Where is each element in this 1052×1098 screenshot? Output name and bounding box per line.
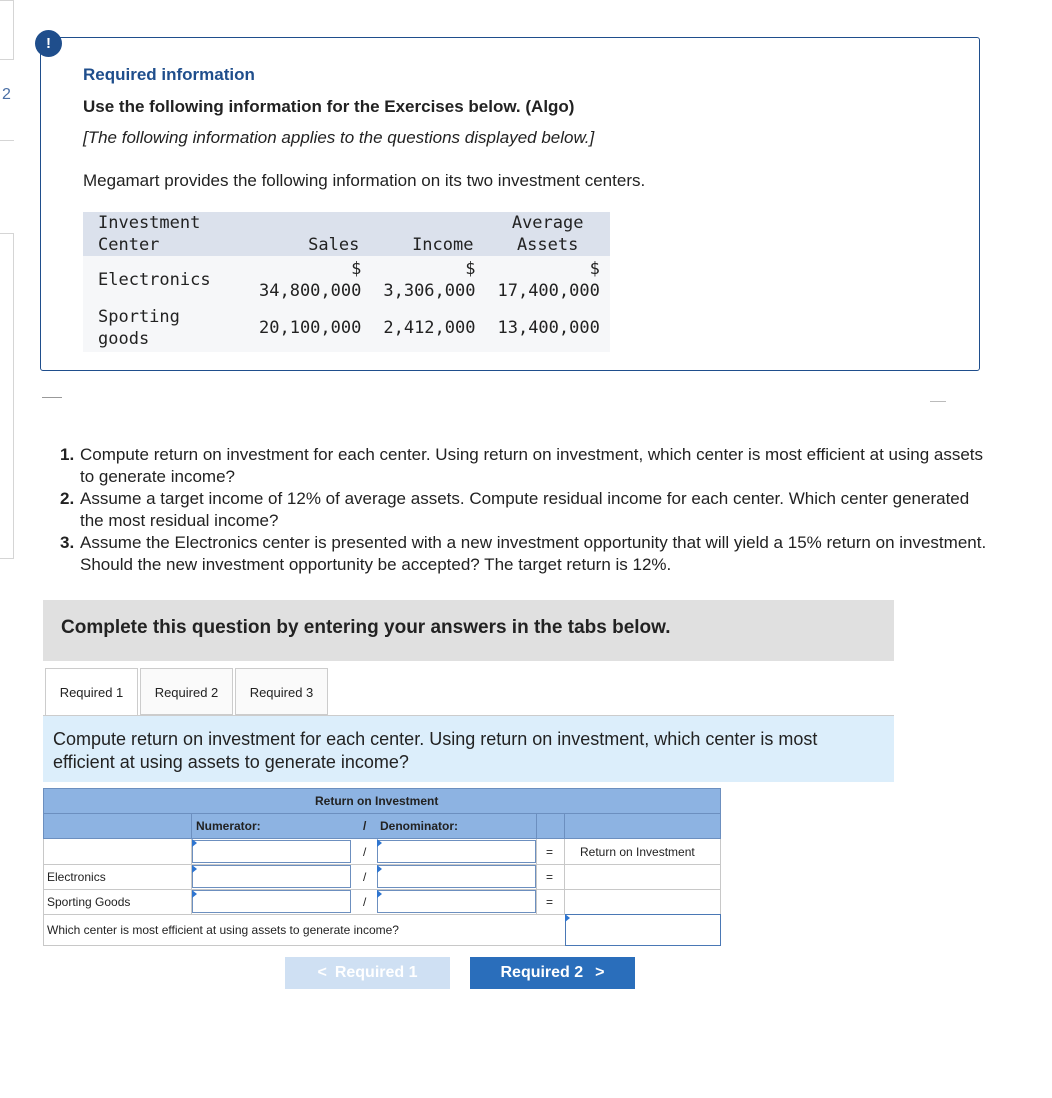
equals-symbol: = bbox=[546, 845, 554, 859]
input-marker bbox=[192, 839, 197, 847]
question-number[interactable]: 2 bbox=[2, 86, 11, 103]
divider bbox=[930, 401, 946, 402]
slash-symbol: / bbox=[363, 819, 367, 833]
input-marker bbox=[377, 839, 382, 847]
currency-sign: $ bbox=[351, 259, 362, 279]
side-panel-fragment bbox=[0, 0, 14, 60]
assets-value: 13,400,000 bbox=[497, 318, 600, 338]
grid-left-border bbox=[43, 839, 44, 946]
list-item bbox=[60, 444, 990, 488]
grid-divider bbox=[536, 813, 537, 839]
numerator-sporting-input[interactable] bbox=[192, 890, 351, 913]
assets-header-text: Average Assets bbox=[511, 213, 584, 255]
assets-cell bbox=[485, 256, 609, 304]
applies-note: [The following information applies to the questions displayed below.] bbox=[83, 128, 595, 147]
question-num: 3. bbox=[60, 533, 75, 552]
denominator-electronics-input[interactable] bbox=[377, 865, 536, 888]
equals-symbol: = bbox=[546, 870, 554, 884]
question-num: 1. bbox=[60, 445, 75, 464]
efficiency-question: Which center is most efficient at using assets to generate income? bbox=[47, 923, 399, 937]
denominator-header-input[interactable] bbox=[377, 840, 536, 863]
previous-required-button[interactable] bbox=[285, 957, 450, 989]
income-cell bbox=[371, 256, 485, 304]
slash-symbol: / bbox=[363, 845, 367, 859]
equals-symbol: = bbox=[546, 895, 554, 909]
slash-symbol: / bbox=[363, 870, 367, 884]
alert-icon: ! bbox=[35, 30, 62, 57]
input-marker bbox=[565, 914, 570, 922]
roi-answer-grid bbox=[43, 788, 721, 947]
col-header-center: Investment Center bbox=[83, 212, 247, 256]
sales-value: 20,100,000 bbox=[259, 318, 362, 338]
input-marker bbox=[192, 890, 197, 898]
denominator-sporting-input[interactable] bbox=[377, 890, 536, 913]
currency-sign: $ bbox=[589, 259, 600, 279]
grid-divider bbox=[564, 839, 565, 915]
numerator-electronics-input[interactable] bbox=[192, 865, 351, 888]
assets-value: 17,400,000 bbox=[497, 281, 600, 301]
sales-cell bbox=[247, 256, 371, 304]
prev-button-label: Required 1 bbox=[334, 964, 418, 981]
list-item bbox=[60, 488, 990, 532]
income-value: 2,412,000 bbox=[383, 318, 476, 338]
tab-prompt: Compute return on investment for each center. Using return on investment, which center is most efficient at using assets to generate income? bbox=[43, 716, 894, 782]
investment-centers-table bbox=[83, 212, 610, 352]
divider bbox=[42, 397, 62, 398]
grid-divider bbox=[536, 839, 537, 915]
chevron-right-icon: > bbox=[595, 964, 605, 981]
question-text: Assume the Electronics center is presented with a new investment opportunity that will yield a 15% return on investment. Should the new investment opportunity be accepted? The target return is 12%. bbox=[80, 533, 987, 574]
slash-symbol: / bbox=[363, 895, 367, 909]
col-header-assets bbox=[485, 212, 609, 256]
intro-text: Megamart provides the following information on its two investment centers. bbox=[83, 171, 646, 190]
complete-question-banner: Complete this question by entering your answers in the tabs below. bbox=[43, 600, 894, 661]
table-row bbox=[83, 304, 610, 352]
currency-sign: $ bbox=[465, 259, 476, 279]
input-marker bbox=[192, 865, 197, 873]
row-label: Sporting goods bbox=[98, 307, 180, 349]
question-text: Assume a target income of 12% of average assets. Compute residual income for each center. Which center generated the most residual income? bbox=[80, 489, 970, 530]
next-required-button[interactable] bbox=[470, 957, 635, 989]
row-label: Electronics bbox=[98, 270, 211, 290]
side-panel-fragment bbox=[0, 140, 14, 141]
input-marker bbox=[377, 890, 382, 898]
exercise-instruction: Use the following information for the Exercises below. (Algo) bbox=[83, 97, 575, 116]
col-header-sales: Sales bbox=[247, 212, 371, 256]
table-row bbox=[83, 256, 610, 304]
list-item bbox=[60, 532, 990, 576]
tab-required-2[interactable]: Required 2 bbox=[140, 668, 233, 715]
grid-title: Return on Investment bbox=[315, 794, 439, 808]
input-marker bbox=[377, 865, 382, 873]
result-label: Return on Investment bbox=[580, 845, 695, 859]
col-header-income: Income bbox=[371, 212, 485, 256]
numerator-label: Numerator: bbox=[196, 819, 261, 833]
tab-required-3[interactable]: Required 3 bbox=[235, 668, 328, 715]
grid-divider bbox=[191, 813, 192, 839]
questions-list bbox=[60, 444, 990, 576]
grid-right-border bbox=[720, 839, 721, 915]
required-information-box bbox=[40, 37, 980, 371]
row-label-sporting-goods: Sporting Goods bbox=[47, 895, 131, 909]
efficient-center-input[interactable] bbox=[565, 914, 721, 946]
row-label-electronics: Electronics bbox=[47, 870, 106, 884]
side-panel-fragment bbox=[0, 233, 14, 559]
tab-required-1[interactable]: Required 1 bbox=[45, 668, 138, 716]
question-num: 2. bbox=[60, 489, 75, 508]
grid-divider bbox=[564, 813, 565, 839]
income-value: 3,306,000 bbox=[383, 281, 476, 301]
required-info-heading: Required information bbox=[83, 65, 255, 84]
next-button-label: Required 2 bbox=[500, 964, 584, 981]
sales-value: 34,800,000 bbox=[259, 281, 362, 301]
chevron-left-icon: < bbox=[317, 964, 327, 981]
denominator-label: Denominator: bbox=[380, 819, 458, 833]
numerator-header-input[interactable] bbox=[192, 840, 351, 863]
question-text: Compute return on investment for each center. Using return on investment, which center is most efficient at using assets to generate income? bbox=[80, 445, 984, 486]
